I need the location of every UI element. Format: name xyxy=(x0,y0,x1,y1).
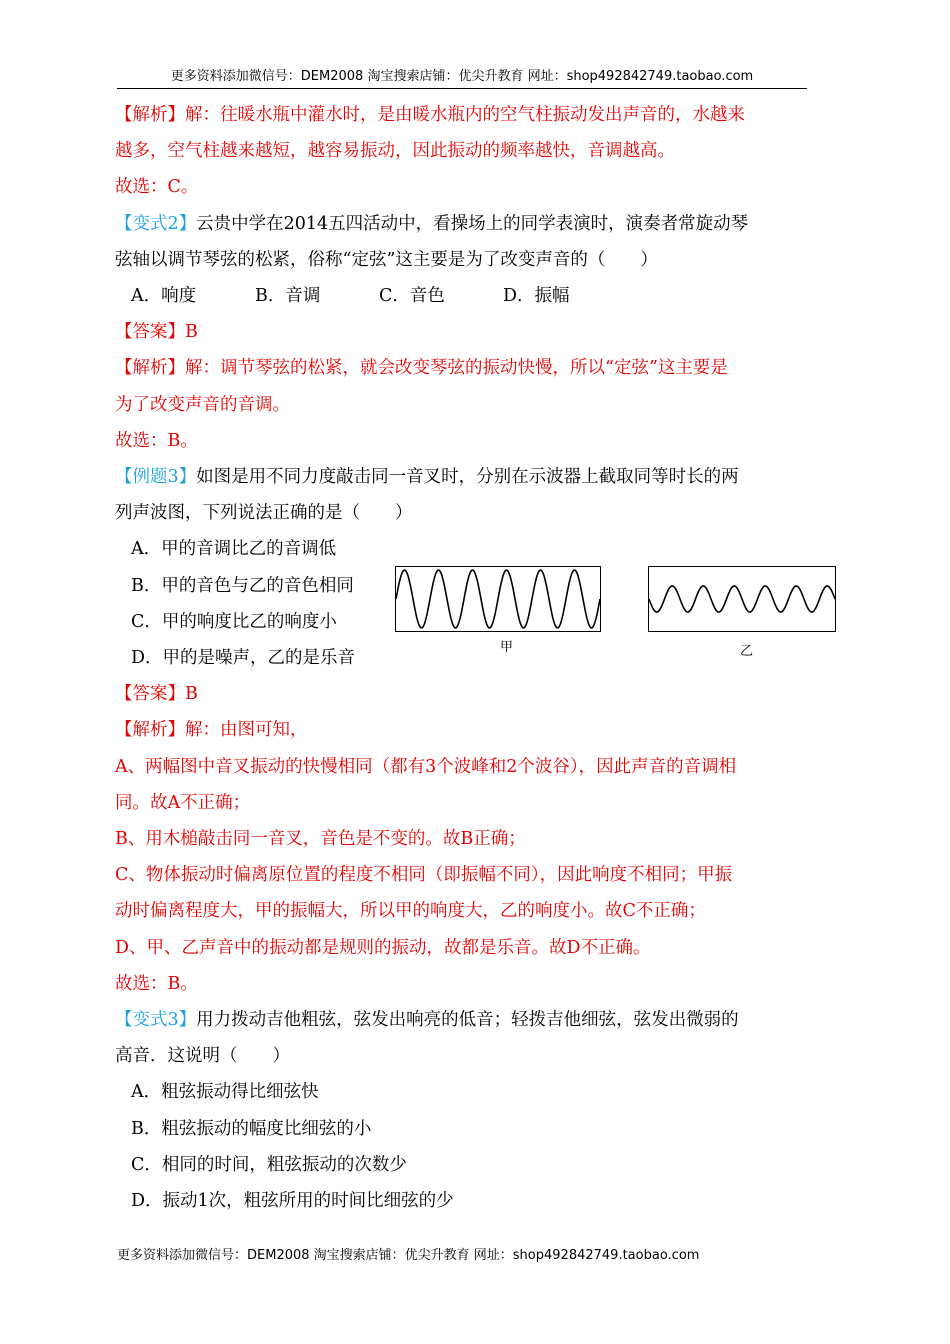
waveform-box-b xyxy=(648,566,836,632)
waveform-a xyxy=(396,567,600,631)
analysis-line: A、两幅图中音叉振动的快慢相同（都有3个波峰和2个波谷），因此声音的音调相 xyxy=(115,756,737,777)
choice-line: 故选：B。 xyxy=(115,973,198,994)
question-line: 弦轴以调节琴弦的松紧，俗称“定弦”这主要是为了改变声音的（ ） xyxy=(115,249,658,270)
question-line: 【变式2】云贵中学在2014五四活动中，看操场上的同学表演时，演奏者常旋动琴 xyxy=(115,213,749,234)
waveform-b xyxy=(649,567,835,631)
answer-value: B xyxy=(185,684,198,705)
option-a: A．甲的音调比乙的音调低 xyxy=(131,539,337,560)
answer-value: B xyxy=(185,322,198,343)
answer-line xyxy=(115,676,815,712)
variant-tag: 【变式2】 xyxy=(115,213,197,234)
option-c: C．音色 xyxy=(379,286,445,307)
waveform-box-a xyxy=(395,566,601,632)
option-b: B．甲的音色与乙的音色相同 xyxy=(131,575,354,596)
answer-tag: 【答案】 xyxy=(115,322,185,343)
option-d: D．振幅 xyxy=(503,286,570,307)
page-header: 更多资料添加微信号：DEM2008 淘宝搜索店铺：优尖升教育 网址：shop492842749.taobao.com xyxy=(170,69,754,84)
analysis-line: 越多，空气柱越来越短，越容易振动，因此振动的频率越快，音调越高。 xyxy=(115,141,675,162)
question-line: 【例题3】如图是用不同力度敲击同一音叉时，分别在示波器上截取同等时长的两 xyxy=(115,467,739,488)
analysis-line: B、用木槌敲击同一音叉，音色是不变的。故B正确； xyxy=(115,829,526,850)
question-line: 高音．这说明（ ） xyxy=(115,1046,290,1067)
analysis-line: C、物体振动时偏离原位置的程度不相同（即振幅不同），因此响度不相同；甲振 xyxy=(115,865,733,886)
answer-tag: 【答案】 xyxy=(115,684,185,705)
analysis-line: 【解析】解：由图可知， xyxy=(115,720,308,741)
analysis-line: D、甲、乙声音中的振动都是规则的振动，故都是乐音。故D不正确。 xyxy=(115,937,651,958)
option-c: C．甲的响度比乙的响度小 xyxy=(131,611,337,632)
option-b: B．音调 xyxy=(255,286,321,307)
analysis-tag: 【解析】 xyxy=(115,105,185,125)
analysis-line: 同。故A不正确； xyxy=(115,792,251,813)
wave-b-path xyxy=(649,586,835,612)
question-line: 列声波图，下列说法正确的是（ ） xyxy=(115,503,413,524)
option-d: D．振动1次，粗弦所用的时间比细弦的少 xyxy=(131,1191,454,1212)
document-body xyxy=(115,97,815,1219)
analysis-line: 【解析】解：往暖水瓶中灌水时，是由暖水瓶内的空气柱振动发出声音的，水越来 xyxy=(115,105,745,125)
analysis-line: 为了改变声音的音调。 xyxy=(115,394,290,415)
option-a: A．粗弦振动得比细弦快 xyxy=(131,1082,319,1103)
header-rule xyxy=(117,88,807,89)
option-d: D．甲的是噪声，乙的是乐音 xyxy=(131,648,356,669)
page-footer: 更多资料添加微信号：DEM2008 淘宝搜索店铺：优尖升教育 网址：shop492842749.taobao.com xyxy=(117,1248,700,1263)
question-line: 【变式3】用力拨动吉他粗弦，弦发出响亮的低音；轻拨吉他细弦，弦发出微弱的 xyxy=(115,1010,739,1031)
waveform-label-b: 乙 xyxy=(740,644,754,659)
option-c: C．相同的时间，粗弦振动的次数少 xyxy=(131,1154,407,1175)
analysis-line: 动时偏离程度大，甲的振幅大，所以甲的响度大，乙的响度小。故C不正确； xyxy=(115,901,706,922)
option-b: B．粗弦振动的幅度比细弦的小 xyxy=(131,1118,372,1139)
option-row xyxy=(115,278,815,314)
choice-line: 故选：B。 xyxy=(115,430,198,451)
option-a: A．响度 xyxy=(131,286,197,307)
waveform-label-a: 甲 xyxy=(500,640,514,655)
example-tag: 【例题3】 xyxy=(115,467,197,488)
analysis-tag: 【解析】 xyxy=(115,720,185,741)
variant-tag: 【变式3】 xyxy=(115,1010,197,1031)
wave-a-path xyxy=(396,570,600,628)
answer-line xyxy=(115,314,815,350)
analysis-tag: 【解析】 xyxy=(115,358,185,379)
choice-line: 故选：C。 xyxy=(115,177,199,198)
analysis-line: 【解析】解：调节琴弦的松紧，就会改变琴弦的振动快慢，所以“定弦”这主要是 xyxy=(115,358,728,379)
